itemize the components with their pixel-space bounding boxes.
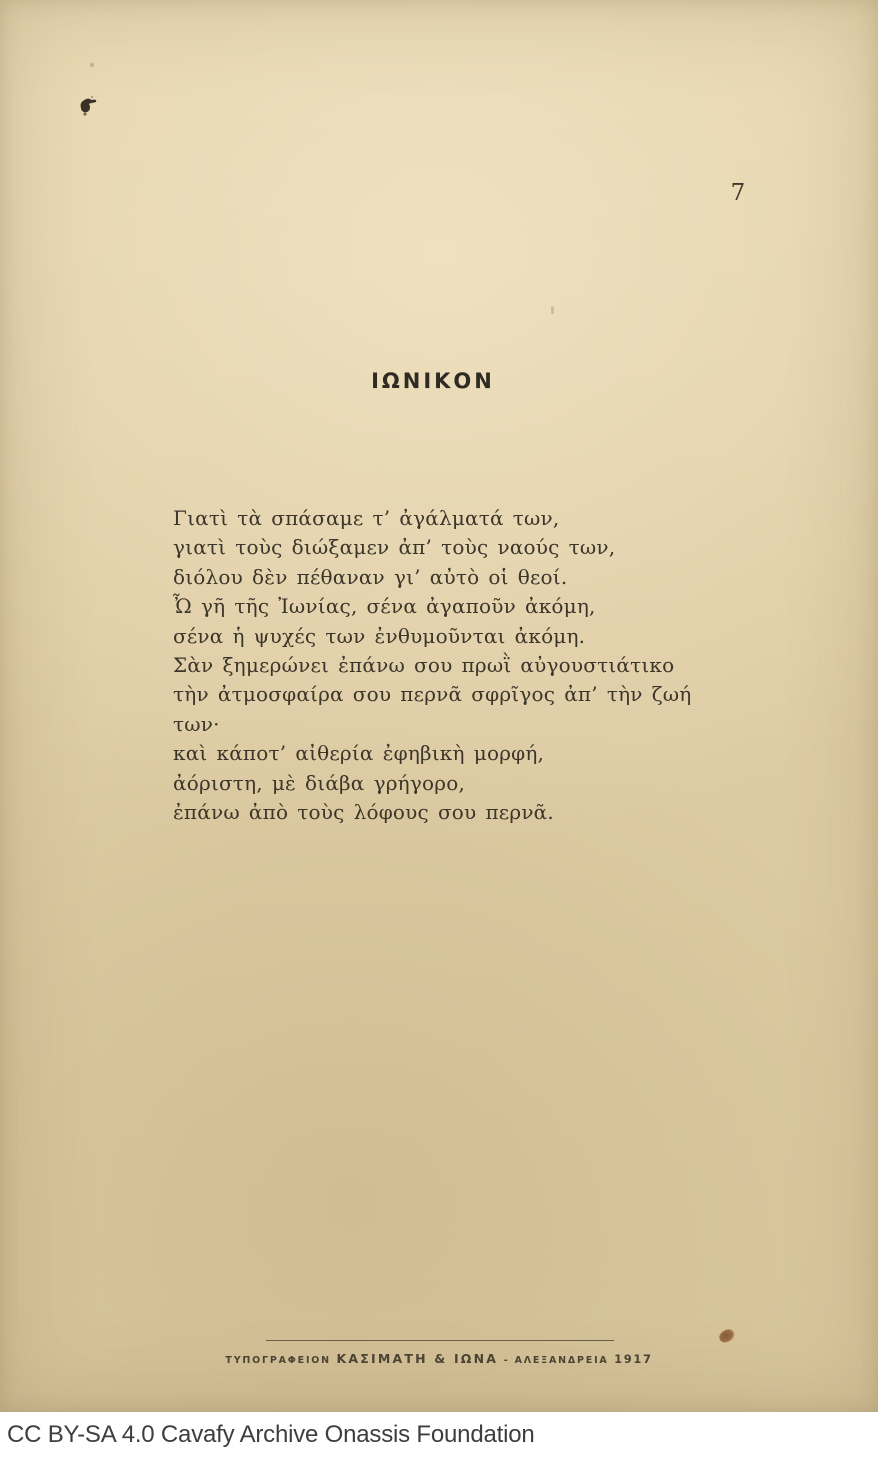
ink-blot-mark xyxy=(74,92,100,120)
poem-line: Σὰν ξημερώνει ἐπάνω σου πρωῒ αὐγουστιάτικο xyxy=(173,653,675,678)
poem-line: Ὦ γῆ τῆς Ἰωνίας, σένα ἀγαποῦν ἀκόμη, xyxy=(173,594,596,619)
license-caption-strip xyxy=(0,1412,878,1458)
printer-imprint xyxy=(0,1348,878,1367)
poem-title: ΙΩΝΙΚΟΝ xyxy=(371,369,495,393)
poem-line: καὶ κάποτ’ αἰθερία ἐφηβικὴ μορφή, xyxy=(173,741,545,766)
poem-line: ἀόριστη, μὲ διάβα γρήγορο, xyxy=(173,770,466,795)
poem-line: τὴν ἀτμοσφαίρα σου περνᾶ σφρῖγος ἀπ’ τὴν ζωή των· xyxy=(173,682,692,736)
poem-line: γιατὶ τοὺς διώξαμεν ἀπ’ τοὺς ναούς των, xyxy=(173,535,616,560)
poem-line: Γιατὶ τὰ σπάσαμε τ’ ἀγάλματά των, xyxy=(173,506,560,530)
poem-line: ἐπάνω ἀπὸ τοὺς λόφους σου περνᾶ. xyxy=(173,800,554,825)
imprint-year: 1917 xyxy=(614,1352,653,1366)
imprint-divider xyxy=(266,1340,614,1341)
paper-speck xyxy=(551,306,554,314)
imprint-alexandria: - ΑΛΕΞΑΝΔΡΕΙΑ xyxy=(503,1355,609,1366)
imprint-typographeion: ΤΥΠΟΓΡΑΦΕΙΟΝ xyxy=(225,1355,331,1366)
stain-mark xyxy=(717,1327,737,1345)
poem-body xyxy=(173,504,733,827)
poem-line: σένα ἡ ψυχές των ἐνθυμοῦνται ἀκόμη. xyxy=(173,623,586,648)
poem-line: διόλου δὲν πέθαναν γι’ αὐτὸ οἱ θεοί. xyxy=(173,564,568,589)
page-number: 7 xyxy=(730,180,746,206)
imprint-kasimati-iona: ΚΑΣΙΜΑΤΗ & ΙΩΝΑ xyxy=(336,1351,499,1366)
license-text: CC BY-SA 4.0 Cavafy Archive Onassis Foundation xyxy=(7,1421,535,1448)
paper-speck xyxy=(90,63,94,67)
